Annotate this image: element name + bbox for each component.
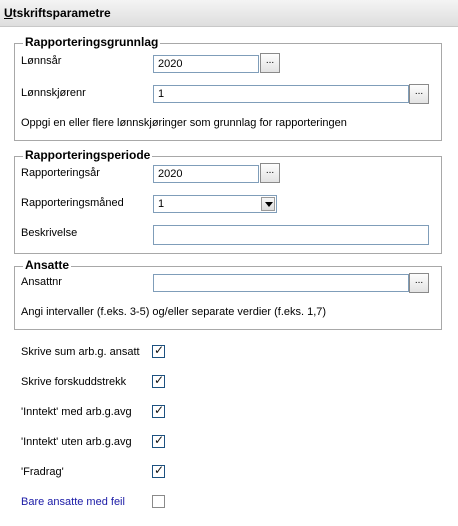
lonnskjorenr-browse-button[interactable]: ... <box>409 84 429 104</box>
rapporteringsar-browse-button[interactable]: ... <box>260 163 280 183</box>
group-rapporteringsgrunnlag <box>14 35 442 141</box>
ansattnr-input[interactable] <box>153 274 409 292</box>
option-checkbox[interactable] <box>152 405 165 418</box>
option-checkbox[interactable] <box>152 465 165 478</box>
chevron-down-icon[interactable] <box>261 197 275 211</box>
option-checkbox[interactable] <box>152 375 165 388</box>
rapporteringsmaned-select[interactable] <box>153 195 277 213</box>
option-label: Bare ansatte med feil <box>21 496 125 508</box>
group-legend: Rapporteringsgrunnlag <box>25 35 159 49</box>
rapporteringsar-label: Rapporteringsår <box>21 167 100 179</box>
selected-value: 1 <box>158 198 165 210</box>
page-title: Utskriftsparametre <box>4 6 111 20</box>
option-label: Skrive forskuddstrekk <box>21 376 127 388</box>
ansattnr-browse-button[interactable]: ... <box>409 273 429 293</box>
ansattnr-hint: Angi intervaller (f.eks. 3-5) og/eller separate verdier (f.eks. 1,7) <box>21 306 327 318</box>
option-label: Skrive sum arb.g. ansatt <box>21 346 140 358</box>
rapporteringsar-input[interactable]: 2020 <box>153 165 259 183</box>
option-label: 'Fradrag' <box>21 466 64 478</box>
lonnsar-browse-button[interactable]: ... <box>260 53 280 73</box>
lonnskjoring-hint: Oppgi en eller flere lønnskjøringer som grunnlag for rapporteringen <box>21 117 347 129</box>
group-legend: Rapporteringsperiode <box>25 148 151 162</box>
lonnskjorenr-input[interactable]: 1 <box>153 85 409 103</box>
group-legend: Ansatte <box>25 258 70 272</box>
lonnsar-input[interactable]: 2020 <box>153 55 259 73</box>
beskrivelse-input[interactable] <box>153 225 429 245</box>
lonnsar-label: Lønnsår <box>21 55 62 67</box>
beskrivelse-label: Beskrivelse <box>21 227 78 239</box>
option-checkbox[interactable] <box>152 345 165 358</box>
option-label: 'Inntekt' med arb.g.avg <box>21 406 132 418</box>
header-bar <box>0 0 458 27</box>
lonnskjorenr-label: Lønnskjørenr <box>21 87 86 99</box>
group-ansatte <box>14 258 442 330</box>
option-label: 'Inntekt' uten arb.g.avg <box>21 436 132 448</box>
option-checkbox[interactable] <box>152 495 165 508</box>
option-checkbox[interactable] <box>152 435 165 448</box>
ansattnr-label: Ansattnr <box>21 276 62 288</box>
rapporteringsmaned-label: Rapporteringsmåned <box>21 197 124 209</box>
group-rapporteringsperiode <box>14 148 442 254</box>
